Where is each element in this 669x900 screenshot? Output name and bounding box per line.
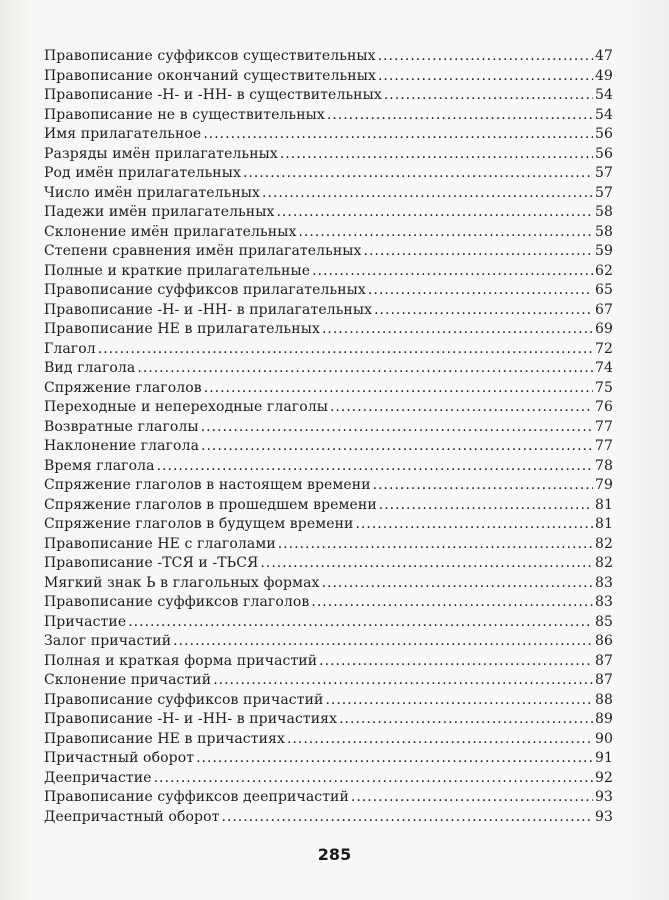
toc-entry-page: 92 (594, 769, 613, 786)
toc-entry-title: Правописание -Н- и -НН- в прилагательных (44, 301, 373, 318)
toc-entry (44, 671, 613, 691)
toc-entry-title: Правописание не в существительных (44, 106, 325, 123)
page-number: 285 (317, 845, 352, 864)
toc-dot-leader (203, 125, 593, 145)
toc-dot-leader (204, 379, 593, 399)
toc-entry-page: 77 (594, 418, 613, 435)
toc-entry-title: Правописание -Н- и -НН- в существительных (44, 87, 382, 103)
toc-entry-title: Род имён прилагательных (44, 165, 241, 181)
toc-entry-title: Спряжение глаголов в настоящем времени (44, 477, 371, 493)
toc-dot-leader (379, 496, 593, 516)
toc-entry-page: 82 (594, 535, 613, 552)
toc-dot-leader (319, 652, 593, 672)
toc-entry (44, 223, 613, 243)
toc-dot-leader (368, 281, 593, 301)
toc-entry (44, 788, 613, 808)
toc-entry-title: Залог причастий (44, 633, 172, 649)
toc-entry-page: 67 (594, 301, 613, 318)
toc-entry (44, 86, 613, 106)
toc-dot-leader (378, 47, 593, 67)
toc-dot-leader (330, 398, 593, 418)
toc-entry-title: Степени сравнения имён прилагательных (44, 243, 362, 259)
toc-entry (44, 106, 613, 126)
toc-dot-leader (325, 691, 593, 711)
toc-entry (44, 515, 613, 535)
toc-entry-title: Наклонение глагола (44, 438, 200, 454)
toc-entry-title: Правописание НЕ с глаголами (44, 535, 276, 552)
toc-entry-page: 75 (594, 379, 613, 396)
toc-entry (44, 281, 613, 301)
toc-entry (44, 632, 613, 652)
toc-entry-page: 58 (594, 223, 613, 240)
toc-entry-title: Правописание окончаний существительных (44, 67, 376, 84)
toc-entry-page: 82 (594, 555, 613, 571)
toc-dot-leader (201, 437, 593, 457)
toc-entry-title: Полные и краткие прилагательные (44, 262, 311, 279)
toc-entry (44, 769, 613, 789)
toc-dot-leader (154, 769, 593, 789)
toc-entry-page: 83 (594, 574, 613, 591)
toc-entry (44, 496, 613, 516)
toc-entry-page: 69 (594, 321, 613, 337)
toc-entry (44, 652, 613, 672)
toc-entry (44, 554, 613, 574)
toc-entry-page: 79 (594, 477, 613, 493)
toc-entry (44, 476, 613, 496)
toc-entry (44, 67, 613, 87)
toc-dot-leader (384, 86, 593, 106)
toc-entry (44, 203, 613, 223)
toc-dot-leader (98, 340, 593, 360)
toc-dot-leader (322, 320, 593, 340)
toc-entry-title: Правописание -Н- и -НН- в причастиях (44, 711, 338, 727)
toc-entry-page: 89 (594, 711, 613, 727)
toc-dot-leader (351, 788, 593, 808)
toc-entry-title: Склонение причастий (44, 672, 212, 688)
toc-dot-leader (327, 106, 593, 126)
toc-entry-page: 91 (594, 750, 613, 766)
toc-entry (44, 457, 613, 477)
toc-entry (44, 340, 613, 360)
toc-entry-page: 93 (594, 808, 613, 825)
toc-entry-title: Причастный оборот (44, 750, 195, 766)
toc-entry (44, 574, 613, 594)
toc-entry-page: 54 (594, 87, 613, 103)
toc-entry-title: Правописание суффиксов причастий (44, 691, 324, 708)
toc-entry (44, 242, 613, 262)
toc-dot-leader (278, 535, 593, 555)
toc-entry (44, 749, 613, 769)
toc-dot-leader (137, 359, 593, 379)
toc-dot-leader (276, 203, 593, 223)
toc-dot-leader (201, 418, 593, 438)
toc-entry (44, 301, 613, 321)
toc-entry-page: 93 (594, 789, 613, 805)
toc-dot-leader (378, 67, 593, 87)
toc-entry-page: 86 (594, 633, 613, 649)
toc-dot-leader (173, 632, 593, 652)
toc-dot-leader (243, 164, 593, 184)
toc-entry (44, 710, 613, 730)
toc-entry-title: Возвратные глаголы (44, 418, 199, 435)
toc-dot-leader (287, 730, 593, 750)
toc-dot-leader (298, 223, 593, 243)
table-of-contents (44, 47, 613, 827)
toc-dot-leader (280, 145, 593, 165)
toc-entry-title: Полная и краткая форма причастий (44, 652, 318, 669)
toc-entry-title: Глагол (44, 340, 96, 357)
toc-dot-leader (374, 301, 593, 321)
toc-entry (44, 593, 613, 613)
toc-entry-page: 85 (594, 613, 613, 630)
toc-dot-leader (196, 749, 593, 769)
toc-dot-leader (322, 574, 593, 594)
toc-entry (44, 184, 613, 204)
toc-entry (44, 691, 613, 711)
toc-dot-leader (312, 262, 593, 282)
toc-entry-page: 65 (594, 282, 613, 298)
toc-entry (44, 379, 613, 399)
toc-entry-title: Спряжение глаголов в прошедшем времени (44, 496, 377, 513)
toc-entry-page: 49 (594, 67, 613, 84)
toc-entry (44, 320, 613, 340)
toc-dot-leader (260, 554, 593, 574)
toc-dot-leader (364, 242, 593, 262)
toc-dot-leader (221, 808, 593, 828)
toc-entry-page: 56 (594, 126, 613, 142)
toc-dot-leader (311, 593, 593, 613)
toc-entry-page: 54 (594, 106, 613, 123)
toc-entry-title: Вид глагола (44, 360, 136, 376)
toc-dot-leader (213, 671, 593, 691)
toc-entry (44, 535, 613, 555)
toc-dot-leader (157, 457, 593, 477)
toc-entry-page: 57 (594, 184, 613, 201)
toc-entry-title: Правописание суффиксов глаголов (44, 594, 310, 610)
toc-entry-title: Имя прилагательное (44, 126, 202, 142)
toc-entry (44, 47, 613, 67)
toc-entry-page: 77 (594, 438, 613, 454)
toc-entry-title: Число имён прилагательных (44, 184, 261, 201)
toc-entry-title: Мягкий знак Ь в глагольных формах (44, 574, 320, 591)
toc-entry-title: Правописание суффиксов существительных (44, 48, 376, 64)
toc-entry-title: Деепричастный оборот (44, 808, 220, 825)
toc-entry (44, 145, 613, 165)
toc-entry-title: Деепричастие (44, 769, 152, 786)
toc-entry-page: 56 (594, 145, 613, 162)
toc-dot-leader (355, 515, 593, 535)
toc-entry (44, 418, 613, 438)
toc-entry-page: 76 (594, 399, 613, 415)
toc-dot-leader (128, 613, 593, 633)
toc-entry-page: 83 (594, 594, 613, 610)
toc-entry-page: 72 (594, 340, 613, 357)
toc-entry (44, 398, 613, 418)
toc-entry-title: Правописание НЕ в прилагательных (44, 321, 320, 337)
toc-entry-title: Правописание НЕ в причастиях (44, 730, 285, 747)
toc-entry (44, 125, 613, 145)
toc-entry-page: 87 (594, 652, 613, 669)
toc-entry-page: 81 (594, 516, 613, 532)
toc-entry-title: Спряжение глаголов (44, 379, 202, 396)
toc-dot-leader (262, 184, 593, 204)
toc-entry-page: 57 (594, 165, 613, 181)
toc-entry-title: Разряды имён прилагательных (44, 145, 278, 162)
toc-entry (44, 613, 613, 633)
toc-entry-page: 90 (594, 730, 613, 747)
toc-entry-page: 78 (594, 457, 613, 474)
toc-entry (44, 359, 613, 379)
toc-entry-page: 87 (594, 672, 613, 688)
toc-entry-title: Время глагола (44, 457, 155, 474)
toc-dot-leader (339, 710, 593, 730)
toc-entry-title: Правописание суффиксов прилагательных (44, 282, 366, 298)
toc-entry-page: 59 (594, 243, 613, 259)
toc-entry-title: Склонение имён прилагательных (44, 223, 297, 240)
toc-entry-page: 47 (594, 48, 613, 64)
toc-entry-title: Падежи имён прилагательных (44, 204, 275, 220)
toc-entry-title: Правописание суффиксов деепричастий (44, 789, 349, 805)
toc-entry (44, 808, 613, 828)
toc-entry-page: 81 (594, 496, 613, 513)
toc-entry-title: Причастие (44, 613, 127, 630)
toc-entry (44, 437, 613, 457)
toc-dot-leader (373, 476, 593, 496)
toc-entry-page: 88 (594, 691, 613, 708)
toc-entry-title: Спряжение глаголов в будущем времени (44, 516, 354, 532)
toc-entry-title: Переходные и непереходные глаголы (44, 399, 328, 415)
toc-entry-page: 62 (594, 262, 613, 279)
toc-entry (44, 164, 613, 184)
toc-entry (44, 730, 613, 750)
toc-entry (44, 262, 613, 282)
toc-entry-page: 58 (594, 204, 613, 220)
toc-entry-page: 74 (594, 360, 613, 376)
toc-entry-title: Правописание -ТСЯ и -ТЬСЯ (44, 555, 259, 571)
